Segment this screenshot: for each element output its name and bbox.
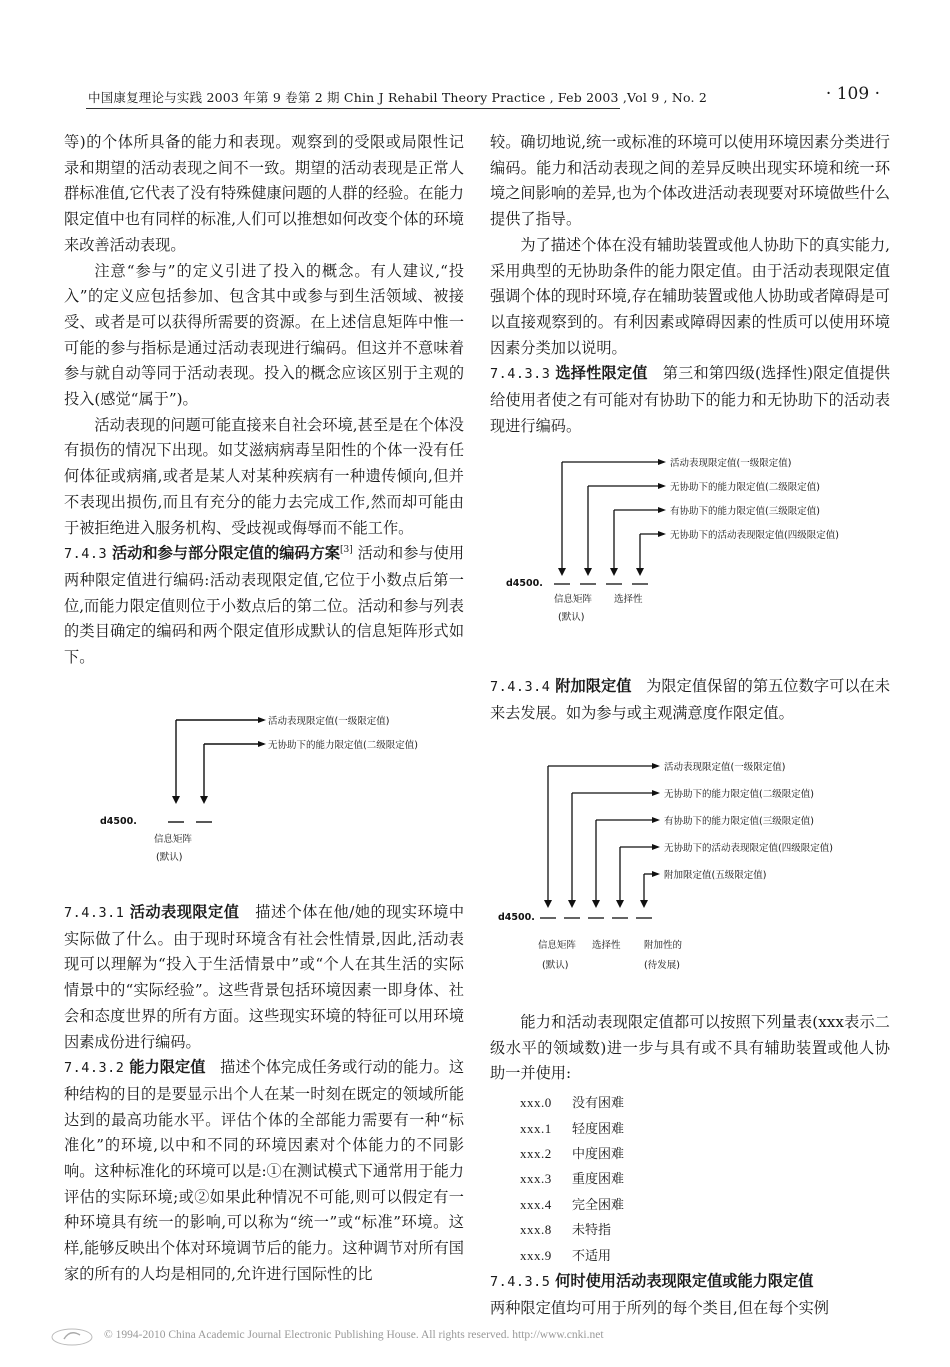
list-item: xxx.1 轻度困难 xyxy=(520,1120,625,1137)
qualifier-label: 无协助下的能力限定值(二级限定值) xyxy=(664,789,814,800)
paragraph: 较。确切地说,统一或标准的环境可以使用环境因素分类进行编码。能力和活动表现之间的差异反映出现实环境和统一环境之间影响的差异,也为个体改进活动表现要对环境做些什么提供了指导。 xyxy=(490,133,890,229)
qualifier-label: 活动表现限定值(一级限定值) xyxy=(268,716,390,727)
section-number: 7.4.3.1 xyxy=(64,905,125,921)
qualifier-label: 有协助下的能力限定值(三级限定值) xyxy=(664,816,814,827)
optional-label: 选择性 xyxy=(614,594,643,605)
qualifier-label: 活动表现限定值(一级限定值) xyxy=(670,458,792,469)
section-number: 7.4.3.2 xyxy=(64,1060,125,1077)
section-number: 7.4.3.5 xyxy=(490,1273,551,1290)
qualifier-label: 无协助下的能力限定值(二级限定值) xyxy=(670,482,820,493)
section-number: 7.4.3.3 xyxy=(490,366,551,383)
matrix-label: 信息矩阵 xyxy=(554,594,593,605)
info-matrix-diagram-additional xyxy=(494,754,888,986)
category-code: d4500. xyxy=(498,912,535,923)
section-7-4-3 xyxy=(64,541,464,671)
section-body: 描述个体在他/她的现实环境中实际做了什么。由于现时环境含有社会性情景,因此,活动表现可以理解为“投入于生活情景中”或“个人在其生活的实际情景中的“实际经验”。这些背景包括环境因素一即身体、社会和态度世界的所有方面。这些现实环境的特征可以用环境因素成份进行编码。 xyxy=(64,903,465,1051)
paragraph: 为了描述个体在没有辅助装置或他人协助下的真实能力,采用典型的无协助条件的能力限定值。由于活动表现限定值强调个体的现时环境,存在辅助装置或他人协助或者障碍是可以直接观察到的。有利因素或障碍因素的性质可以使用环境因素分类加以说明。 xyxy=(490,235,890,357)
copyright-text: © 1994-2010 China Academic Journal Electronic Publishing House. All rights reserved. http://www.cnki.net xyxy=(104,1329,604,1341)
section-body: 描述个体完成任务或行动的能力。这种结构的目的是要显示出个人在某一时刻在既定的领域所能达到的最高功能水平。评估个体的全部能力需要有一种“标准化”的环境,以中和不同的环境因素对个体能力的不同影响。这种标准化的环境可以是:①在测试模式下通常用于能力评估的实际环境;或②如果此种情况不可能,则可以假定有一种环境具有统一的影响,可以称为“统一”或“标准”环境。这样,能够反映出个体对环境调节后的能力。这种调节对所有国家的所有的人均是相同的,允许进行国际性的比 xyxy=(64,1058,465,1283)
section-title: 选择性限定值 xyxy=(555,364,648,383)
right-column-lower xyxy=(490,1010,890,1321)
qualifier-label: 无协助下的能力限定值(二级限定值) xyxy=(268,740,418,751)
paragraph: 能力和活动表现限定值都可以按照下列量表(xxx表示二级水平的领域数)进一步与具有或不具有辅助装置或他人协助一并使用: xyxy=(490,1013,890,1083)
paragraph: 等)的个体所具备的能力和表现。观察到的受限或局限性记录和期望的活动表现之间不一致。期望的活动表现是正常人群标准值,它代表了没有特殊健康问题的人群的经验。在能力限定值中也有同样的标准,人们可以推想如何改变个体的环境来改善活动表现。 xyxy=(64,133,464,254)
section-7-4-3-2 xyxy=(64,1055,464,1287)
matrix-label: 信息矩阵 xyxy=(154,834,193,845)
paragraph: 注意“参与”的定义引进了投入的概念。有人建议,“投入”的定义应包括参加、包含其中或参与到生活领域、被接受、或者是可以获得所需要的资源。在上述信息矩阵中惟一可能的参与指标是通过活动表现进行编码。但这并不意味着参与就自动等同于活动表现。投入的概念应该区别于主观的投入(感觉“属于”)。 xyxy=(64,261,464,409)
section-body: 为限定值保留的第五位数字可以在未来去发展。如为参与或主观满意度作限定值。 xyxy=(490,677,891,722)
section-number: 7.4.3.4 xyxy=(490,679,551,695)
qualifier-label: 有协助下的能力限定值(三级限定值) xyxy=(670,506,820,517)
list-item: xxx.8 未特指 xyxy=(520,1222,612,1239)
category-code: d4500. xyxy=(506,578,543,589)
info-matrix-diagram-default xyxy=(96,708,476,868)
additional-label: 附加性的 xyxy=(644,940,683,951)
list-item: xxx.0 没有困难 xyxy=(520,1095,625,1112)
matrix-sublabel: (默认) xyxy=(558,612,585,623)
right-column-mid xyxy=(490,674,890,726)
right-column xyxy=(490,130,890,439)
list-item: xxx.9 不适用 xyxy=(520,1247,612,1264)
additional-sublabel: (待发展) xyxy=(644,960,680,971)
section-title: 活动表现限定值 xyxy=(129,903,240,921)
section-7-4-3-5 xyxy=(490,1269,890,1296)
category-code: d4500. xyxy=(100,816,137,827)
list-item: xxx.2 中度困难 xyxy=(520,1145,625,1162)
qualifier-label: 无协助下的活动表现限定值(四级限定值) xyxy=(670,530,839,541)
left-column xyxy=(64,130,464,671)
section-title: 能力限定值 xyxy=(129,1058,206,1077)
section-7-4-3-1 xyxy=(64,900,464,1055)
journal-citation: 中国康复理论与实践 2003 年第 9 卷第 2 期 Chin J Rehabil Theory Practice , Feb 2003 ,Vol 9 , No. 2 xyxy=(88,90,708,105)
list-item: xxx.3 重度困难 xyxy=(520,1171,625,1188)
section-body: 两种限定值均可用于所列的每个类目,但在每个实例 xyxy=(490,1298,829,1317)
section-title: 何时使用活动表现限定值或能力限定值 xyxy=(555,1271,814,1290)
section-number: 7.4.3 xyxy=(64,546,108,563)
qualifier-label: 活动表现限定值(一级限定值) xyxy=(664,762,786,773)
publisher-logo-icon xyxy=(50,1327,94,1347)
matrix-sublabel: (默认) xyxy=(156,852,183,863)
matrix-sublabel: (默认) xyxy=(542,960,569,971)
section-title: 附加限定值 xyxy=(555,677,632,695)
matrix-label: 信息矩阵 xyxy=(538,940,577,951)
section-7-4-3-3 xyxy=(490,361,890,439)
list-item: xxx.4 完全困难 xyxy=(520,1196,625,1213)
page-number: · 109 · xyxy=(825,84,880,104)
section-title: 活动和参与部分限定值的编码方案 xyxy=(111,544,341,563)
copyright-footer xyxy=(36,1321,916,1351)
qualifier-scale-list xyxy=(520,1091,890,1269)
optional-label: 选择性 xyxy=(592,940,621,951)
reference-marker: [3] xyxy=(340,545,353,556)
section-body: 第三和第四级(选择性)限定值提供给使用者使之有可能对有协助下的能力和无协助下的活动表现进行编码。 xyxy=(490,364,890,435)
left-column-lower xyxy=(64,900,464,1288)
qualifier-label: 无协助下的活动表现限定值(四级限定值) xyxy=(664,843,833,854)
section-7-4-3-4 xyxy=(490,674,890,726)
header-rule xyxy=(86,108,620,109)
qualifier-label: 附加限定值(五级限定值) xyxy=(664,870,767,881)
section-body: 活动和参与使用两种限定值进行编码:活动表现限定值,它位于小数点后第一位,而能力限定值则位于小数点后的第二位。活动和参与列表的类目确定的编码和两个限定值形成默认的信息矩阵形式如下。 xyxy=(64,544,465,667)
info-matrix-diagram-optional xyxy=(500,450,880,630)
paragraph: 活动表现的问题可能直接来自社会环境,甚至是在个体没有损伤的情况下出现。如艾滋病病毒呈阳性的个体一没有任何体征或病痛,或者是某人对某种疾病有一种遗传倾向,但并不表现出损伤,而且有充分的能力去完成工作,然而却可能由于被拒绝进入服务机构、受歧视或侮辱而不能工作。 xyxy=(64,415,464,537)
